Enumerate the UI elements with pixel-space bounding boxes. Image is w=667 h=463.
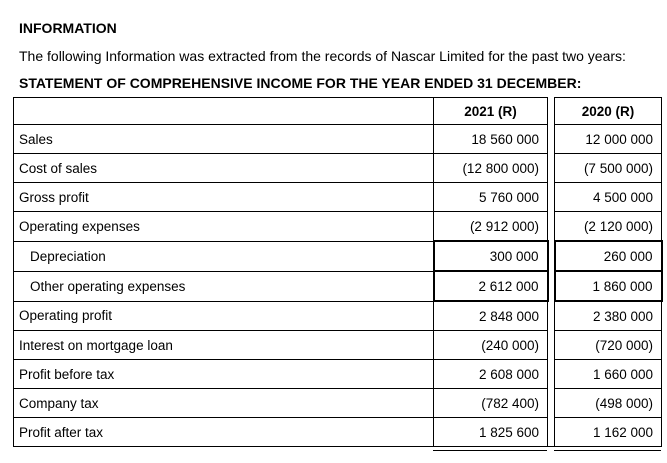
intro-text: The following Information was extracted from the records of Nascar Limited for the past two years: — [19, 48, 626, 64]
heading: INFORMATION — [19, 20, 117, 36]
double-underline-2021 — [433, 446, 547, 451]
value-2021: 300 000 — [434, 241, 548, 271]
value-2020: (720 000) — [555, 331, 662, 360]
value-2021: 18 560 000 — [434, 125, 548, 154]
row-label: Operating profit — [14, 301, 434, 331]
table-row — [14, 360, 662, 389]
table-row — [14, 154, 662, 183]
row-label: Depreciation — [14, 241, 434, 271]
table-row — [14, 241, 662, 271]
value-2020: 1 860 000 — [555, 271, 662, 301]
row-label: Gross profit — [14, 183, 434, 212]
value-2020: 4 500 000 — [555, 183, 662, 212]
value-2020: 12 000 000 — [555, 125, 662, 154]
column-gap — [548, 331, 555, 360]
value-2020: 1 660 000 — [555, 360, 662, 389]
value-2021: 2 848 000 — [434, 301, 548, 331]
row-label: Interest on mortgage loan — [14, 331, 434, 360]
value-2020: (2 120 000) — [555, 212, 662, 242]
column-gap — [548, 183, 555, 212]
row-label: Profit before tax — [14, 360, 434, 389]
header-label-cell — [14, 98, 434, 125]
column-gap — [548, 418, 555, 447]
value-2021: (12 800 000) — [434, 154, 548, 183]
value-2021: (240 000) — [434, 331, 548, 360]
value-2021: (782 400) — [434, 389, 548, 418]
table-row — [14, 212, 662, 242]
header-2020: 2020 (R) — [555, 98, 662, 125]
table-row — [14, 418, 662, 447]
value-2021: 2 608 000 — [434, 360, 548, 389]
row-label: Profit after tax — [14, 418, 434, 447]
table-row — [14, 331, 662, 360]
income-statement-table — [13, 97, 661, 447]
value-2020: 2 380 000 — [555, 301, 662, 331]
column-gap — [548, 212, 555, 242]
table-row — [14, 301, 662, 331]
value-2021: 5 760 000 — [434, 183, 548, 212]
value-2020: 260 000 — [555, 241, 662, 271]
row-label: Company tax — [14, 389, 434, 418]
value-2020: (498 000) — [555, 389, 662, 418]
column-gap — [548, 98, 555, 125]
row-label: Cost of sales — [14, 154, 434, 183]
column-gap — [548, 241, 555, 271]
double-underline-2020 — [554, 446, 661, 451]
column-gap — [548, 125, 555, 154]
table-row — [14, 271, 662, 301]
header-2021: 2021 (R) — [434, 98, 548, 125]
row-label: Sales — [14, 125, 434, 154]
value-2020: 1 162 000 — [555, 418, 662, 447]
column-gap — [548, 389, 555, 418]
statement-title: STATEMENT OF COMPREHENSIVE INCOME FOR THE YEAR ENDED 31 DECEMBER: — [19, 75, 582, 91]
value-2021: 1 825 600 — [434, 418, 548, 447]
value-2020: (7 500 000) — [555, 154, 662, 183]
table-row — [14, 125, 662, 154]
row-label: Other operating expenses — [14, 271, 434, 301]
value-2021: 2 612 000 — [434, 271, 548, 301]
column-gap — [548, 301, 555, 331]
value-2021: (2 912 000) — [434, 212, 548, 242]
row-label: Operating expenses — [14, 212, 434, 242]
column-gap — [548, 271, 555, 301]
column-gap — [548, 360, 555, 389]
table-row — [14, 183, 662, 212]
header-row — [14, 98, 662, 125]
table-row — [14, 389, 662, 418]
column-gap — [548, 154, 555, 183]
